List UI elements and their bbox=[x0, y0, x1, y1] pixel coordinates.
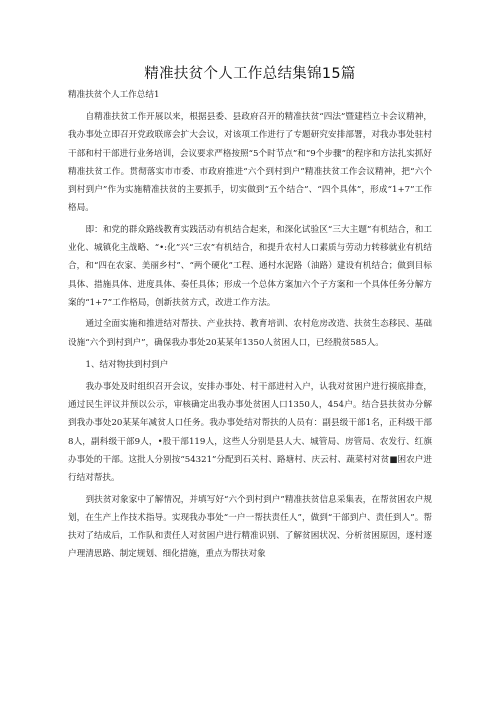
paragraph-3: 通过全面实施和推进结对帮扶、产业扶持、教育培训、农村危房改造、扶贫生态移民、基础设施“六个到村到户”，确保我办事处20某某年1350人贫困人口，已经脱贫585人。 bbox=[68, 319, 432, 348]
document-title: 精准扶贫个人工作总结集锦15篇 bbox=[144, 66, 356, 82]
section-heading-1: 1、结对物扶到村到户 bbox=[85, 359, 169, 370]
section-subtitle: 精准扶贫个人工作总结1 bbox=[68, 90, 160, 100]
paragraph-1: 自精准扶贫工作开展以来，根据县委、县政府召开的精准扶贫“四法”暨建档立卡会议精神，我办事处立即召开党政联席会扩大会议，对该项工作进行了专题研究安排部署，对我办事处驻村干部和村干部进行业务培训，会议要求严格按照“5个时节点”和“9个步骤”的程序和方法扎实抓好精准扶贫工作。贯彻落实市市委、市政府推进“六个到村到户”精准扶贫工作会议精神，把“六个到村到户”作为实施精准扶贫的主要抓手，切实做到“五个结合”、“四个具体”，形成“1+7”工作格局。 bbox=[68, 112, 432, 214]
document-body bbox=[68, 86, 432, 567]
paragraph-2: 即：和党的群众路线教育实践活动有机结合起来，和深化试验区“三大主题”有机结合，和工业化、城镇化主战略、“•:化”兴“三农”有机结合，和提升农村人口素质与劳动力转移就业有机结合，和“四在农家、美丽乡村”、“两个硬化”工程、通村水泥路（油路）建设有机结合；做到目标具体、措施具体、进度具体、奏任具体；形成一个总体方案加六个子方案和一个具体任务分解方案的“1+7”工作格局，创新扶贫方式，改进工作方法。 bbox=[68, 224, 432, 308]
paragraph-4: 我办事处及时组织召开会议，安排办事处、村干部进村入户，认我对贫困户进行摸底排查，通过民生评议并预以公示，审核确定出我办事处贫困人口1350人，454户。结合县扶贫办分解到我办事处20某某年减贫人口任务。我办事处结对帮扶的人员有：副县级干部1名，正科级干部8人，副科级干部9人，•股干部119人，这些人分别是县人大、城管局、房管局、农发行、红旗办事处的干部。这批人分别按“54321”分配到石关村、路塘村、庆云村、蔬菜村对贫■困农户进行结对帮扶。 bbox=[68, 382, 432, 484]
paragraph-5: 到扶贫对象家中了解情况，并填写好“六个到村到户”精准扶贫信息采集表，在帮贫困农户规划，在生产上作技术指导。实现我办事处“一户一帮扶责任人”，做到“干部到户、责任到人”。帮扶对了结成后，工作队和责任人对贫困户进行精准识别、了解贫困状况、分析贫困原因，逐村逐户理清思路、制定规划、细化措施，重点为帮扶对象 bbox=[68, 494, 432, 560]
